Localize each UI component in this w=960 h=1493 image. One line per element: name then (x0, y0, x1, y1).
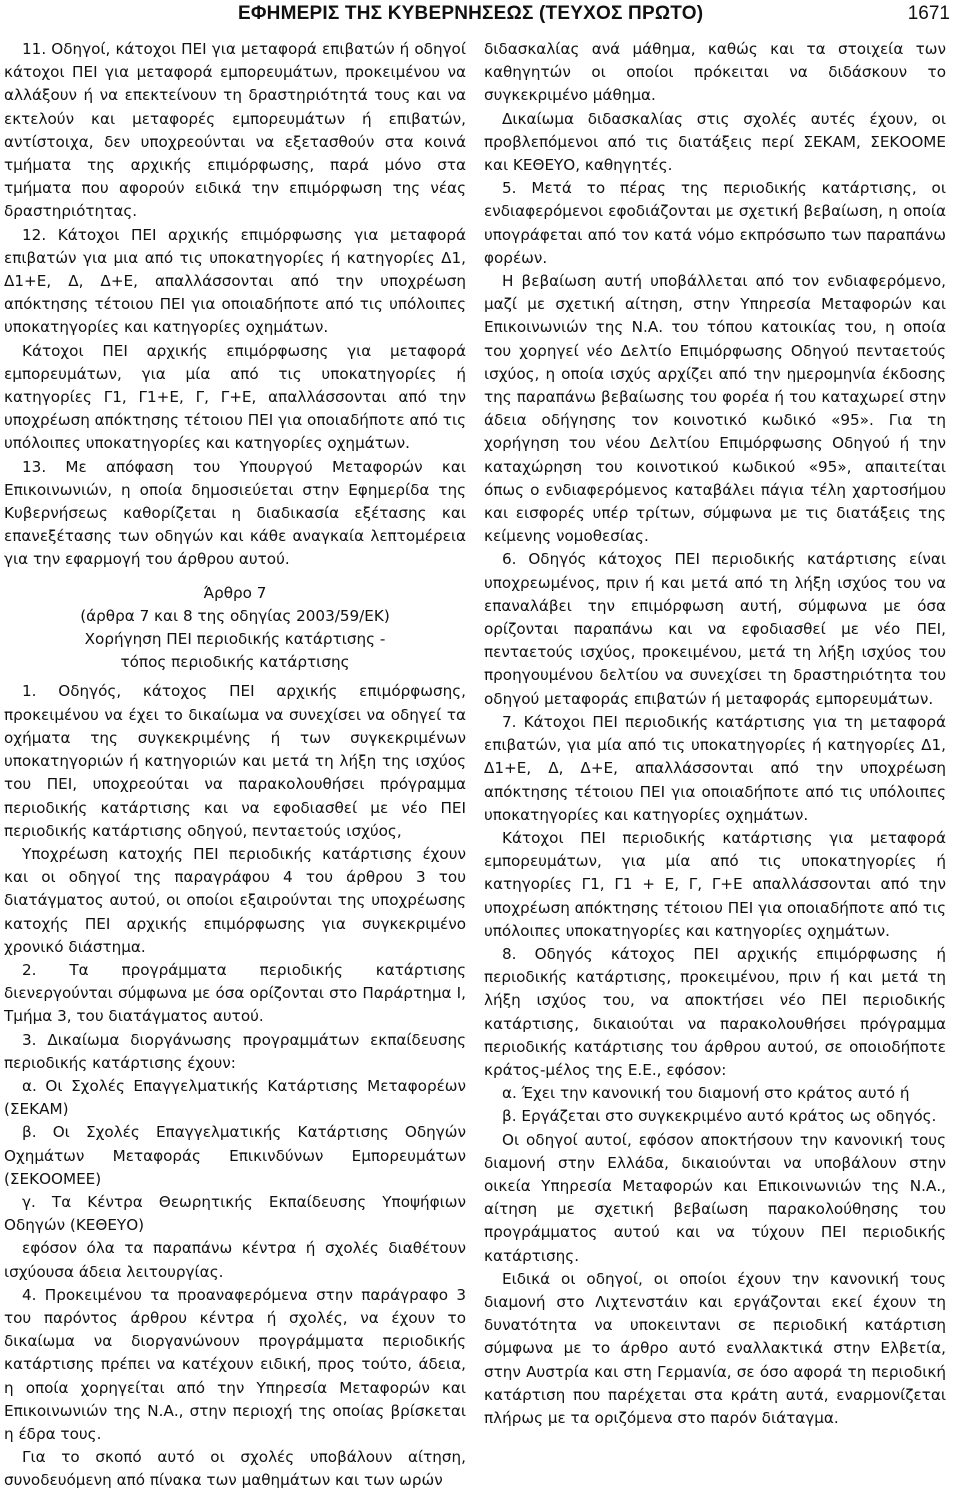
article-7-para-8b: β. Εργάζεται στο συγκεκριμένο αυτό κράτος ως οδηγός. (502, 1107, 937, 1126)
article-7-para-3a: α. Οι Σχολές Επαγγελματικής Κατάρτισης Μεταφορέων (ΣΕΚΑΜ) (4, 1076, 466, 1119)
paragraph-12: 12. Κάτοχοι ΠΕΙ αρχικής επιμόρφωσης για μεταφορά επιβατών για μια από τις υποκατηγορίες ή κατηγορίες Δ1, Δ1+Ε, Δ, Δ+Ε, απαλλάσσονται από την υποχρέωση απόκτησης τέτοιου ΠΕΙ για οποιαδήποτε από τις υπόλοιπες υποκατηγορίες και κατηγορίες οχημάτων. (4, 225, 466, 337)
article-7-para-8d: Ειδικά οι οδηγοί, οι οποίοι έχουν την κανονική τους διαμονή στο Λιχτενστάιν και εργάζονται εκεί έχουν τη δυνατότητα να υποκειντανι σε περιοδική κατάρτιση σύμφωνα με το άρθρο αυτό εναλλακτικά στην Ελβετία, στην Αυστρία και στη Γερμανία, σε όσο αφορά τη περιοδική κατάρτιση που παρέχεται στα κράτη αυτά, εναρμονίζεται πλήρως με τα οριζόμενα στο παρόν διάταγμα. (484, 1269, 946, 1427)
article-7-para-1: 1. Οδηγός, κάτοχος ΠΕΙ αρχικής επιμόρφωσης, προκειμένου να έχει το δικαίωμα να συνεχίσει να οδηγεί τα οχήματα της συγκεκριμένης ή των συγκεκριμένων υποκατηγοριών ή κατηγοριών και μετά τη λήξη της ισχύος του ΠΕΙ, υποχρεούται να παρακολουθήσει πρόγραμμα περιοδικής κατάρτισης και να εφοδιασθεί με νέο ΠΕΙ περιοδικής κατάρτισης οδηγού, πενταετούς ισχύος, (4, 682, 466, 840)
article-7-para-3c: γ. Τα Κέντρα Θεωρητικής Εκπαίδευσης Υποψήφιων Οδηγών (ΚΕΘΕΥΟ) (4, 1192, 466, 1235)
article-7-para-6: 6. Οδηγός κάτοχος ΠΕΙ περιοδικής κατάρτισης είναι υποχρεωμένος, πριν ή και μετά από τη λήξη ισχύος του να επαναλάβει την επιμόρφωση αυτή, σύμφωνα με όσα ορίζονται παραπάνω και να εφοδιασθεί με νέο ΠΕΙ, πενταετούς ισχύος, προκειμένου, μετά τη λήξη ισχύος του προηγουμένου δελτίου να συνεχίσει τη δραστηριότητα του οδηγού μεταφοράς επιβατών ή μεταφοράς εμπορευμάτων. (484, 550, 946, 708)
teaching-right-paragraph: Δικαίωμα διδασκαλίας στις σχολές αυτές έχουν, οι προβλεπόμενοι από τις διατάξεις περί ΣΕΚΑΜ, ΣΕΚΟΟΜΕ και ΚΕΘΕΥΟ, καθηγητές. (484, 109, 946, 175)
article-7-para-8a: α. Έχει την κανονική του διαμονή στο κράτος αυτό ή (502, 1084, 910, 1103)
article-7-para-7b: Κάτοχοι ΠΕΙ περιοδικής κατάρτισης για μεταφορά εμπορευμάτων, για μία από τις υποκατηγορίες ή κατηγορίες Γ1, Γ1 + Ε, Γ, Γ+Ε απαλλάσσονται από την υποχρέωση απόκτησης τέτοιου ΠΕΙ για οποιαδήποτε από τις υπόλοιπες υποκατηγορίες και κατηγορίες οχημάτων. (484, 828, 946, 940)
article-7-para-4: 4. Προκειμένου τα προαναφερόμενα στην παράγραφο 3 του παρόντος άρθρου κέντρα ή σχολές, να έχουν το δικαίωμα να διοργανώνουν προγράμματα περιοδικής κατάρτισης πρέπει να κατέχουν ειδική, προς τούτο, άδεια, η οποία χορηγείται από την Υπηρεσία Μεταφορών και Επικοινωνιών της Ν.Α., στην περιοχή της οποίας βρίσκεται η έδρα τους. (4, 1285, 466, 1443)
article-7-para-3: 3. Δικαίωμα διοργάνωσης προγραμμάτων εκπαίδευσης περιοδικής κατάρτισης έχουν: (4, 1030, 466, 1072)
article-7-para-4b: Για το σκοπό αυτό οι σχολές υποβάλουν αίτηση, συνοδευόμενη από πίνακα των μαθημάτων και των ωρών (4, 1448, 466, 1490)
article-reference: (άρθρα 7 και 8 της οδηγίας 2003/59/ΕΚ) (80, 606, 390, 625)
right-column (484, 38, 946, 1430)
gazette-title: ΕΦΗΜΕΡΙΣ ΤΗΣ ΚΥΒΕΡΝΗΣΕΩΣ (ΤΕΥΧΟΣ ΠΡΩΤΟ) (238, 3, 704, 24)
article-title: Άρθρο 7 (203, 583, 267, 602)
article-7-para-5: 5. Μετά το πέρας της περιοδικής κατάρτισης, οι ενδιαφερόμενοι εφοδιάζονται με σχετική βεβαίωση, η οποία υπογράφεται από τον κατά νόμο εκπρόσωπο των παραπάνω φορέων. (484, 179, 946, 267)
article-7-para-3b: β. Οι Σχολές Επαγγελματικής Κατάρτισης Οδηγών Οχημάτων Μεταφοράς Επικινδύνων Εμπορευμάτων (ΣΕΚΟΟΜΕΕ) (4, 1123, 466, 1188)
article-7-para-7: 7. Κάτοχοι ΠΕΙ περιοδικής κατάρτισης για τη μεταφορά επιβατών, για μία από τις υποκατηγορίες ή κατηγορίες Δ1, Δ1+Ε, Δ, Δ+Ε, απαλλάσσονται από την υποχρέωση απόκτησης τέτοιου ΠΕΙ για οποιαδήποτε από τις υπόλοιπες υποκατηγορίες και κατηγορίες οχημάτων. (484, 712, 946, 824)
article-7-para-5b: Η βεβαίωση αυτή υποβάλλεται από τον ενδιαφερόμενο, μαζί με σχετική αίτηση, στην Υπηρεσία Μεταφορών και Επικοινωνιών της Ν.Α. του τόπου κατοικίας του, η οποία του χορηγεί νέο Δελτίο Επιμόρφωσης Οδηγού πενταετούς ισχύος, η οποία ισχύς αρχίζει από την ημερομηνία έκδοσης της παραπάνω βεβαίωσης του φορέα ή του καταχωρεί στην άδεια οδήγησης τον κοινοτικό κωδικό «95». Για τη χορήγηση του νέου Δελτίου Επιμόρφωσης Οδηγού ή την καταχώρηση του κοινοτικού κωδικού «95», απαιτείται όπως ο ενδιαφερόμενος καταβάλει πάγια τέλη χαρτοσήμου και εισφορές υπέρ τρίτων, σύμφωνα με τις διατάξεις της κείμενης νομοθεσίας. (484, 272, 946, 546)
paragraph-13: 13. Με απόφαση του Υπουργού Μεταφορών και Επικοινωνιών, η οποία δημοσιεύεται στην Εφημερίδα της Κυβερνήσεως καθορίζεται η διαδικασία εξέτασης και επανεξέτασης των οδηγών και κάθε αναγκαία λεπτομέρεια για την εφαρμογή του άρθρου αυτού. (4, 457, 466, 569)
continued-paragraph: διδασκαλίας ανά μάθημα, καθώς και τα στοιχεία των καθηγητών οι οποίοι πρόκειται να διδάσκουν το συγκεκριμένο μάθημα. (484, 40, 946, 105)
article-7-para-3d: εφόσον όλα τα παραπάνω κέντρα ή σχολές διαθέτουν ισχύουσα άδεια λειτουργίας. (4, 1239, 466, 1281)
article-7-para-8c: Οι οδηγοί αυτοί, εφόσον αποκτήσουν την κανονική τους διαμονή στην Ελλάδα, δικαιούνται να υποβάλουν στην οικεία Υπηρεσία Μεταφορών και Επικοινωνιών της Ν.Α., αίτηση με σχετική βεβαίωση παρακολούθησης του προγράμματος αυτού και να τύχουν ΠΕΙ περιοδικής κατάρτισης. (484, 1130, 946, 1265)
article-subtitle-1: Χορήγηση ΠΕΙ περιοδικής κατάρτισης - (84, 630, 386, 649)
left-column (4, 38, 466, 1493)
article-7-para-1b: Υποχρέωση κατοχής ΠΕΙ περιοδικής κατάρτισης έχουν και οι οδηγοί της παραγράφου 4 του άρθρου 3 του διατάγματος αυτού, οι οποίοι εξαιρούνται της υποχρέωσης κατοχής ΠΕΙ αρχικής επιμόρφωσης για συγκεκριμένο χρονικό διάστημα. (4, 844, 466, 956)
article-7-para-2: 2. Τα προγράμματα περιοδικής κατάρτισης διενεργούνται σύμφωνα με όσα ορίζονται στο Παράρτημα Ι, Τμήμα 3, του διατάγματος αυτού. (4, 960, 466, 1026)
paragraph-11: 11. Οδηγοί, κάτοχοι ΠΕΙ για μεταφορά επιβατών ή οδηγοί κάτοχοι ΠΕΙ για μεταφορά εμπορευμάτων, προκειμένου να αλλάξουν ή να επεκτείνουν τη δραστηριότητά τους και να εκτελούν και μεταφορές εμπορευμάτων ή επιβατών, αντίστοιχα, δεν υποχρεούνται να εξετασθούν στα κοινά τμήματα της αρχικής επιμόρφωσης, παρά μόνο στα τμήματα που αφορούν ειδικά την επιμόρφωση της νέας δραστηριότητας. (4, 40, 466, 221)
page-number: 1671 (907, 3, 950, 24)
article-heading (4, 582, 466, 675)
article-7-para-8: 8. Οδηγός κάτοχος ΠΕΙ αρχικής επιμόρφωσης ή περιοδικής κατάρτισης, προκειμένου, πριν ή και μετά τη λήξη ισχύος του, να αποκτήσει νέο ΠΕΙ περιοδικής κατάρτισης, δικαιούται να παρακολουθήσει πρόγραμμα περιοδικής κατάρτισης του άρθρου αυτού, σε οποιοδήποτε κράτος-μέλος της Ε.Ε., εφόσον: (484, 944, 946, 1079)
paragraph-12b: Κάτοχοι ΠΕΙ αρχικής επιμόρφωσης για μεταφορά εμπορευμάτων, για μία από τις υποκατηγορίες ή κατηγορίες Γ1, Γ1+Ε, Γ, Γ+Ε, απαλλάσσονται από την υποχρέωση απόκτησης τέτοιου ΠΕΙ για οποιαδήποτε από τις υπόλοιπες υποκατηγορίες και κατηγορίες οχημάτων. (4, 341, 466, 453)
article-subtitle-2: τόπος περιοδικής κατάρτισης (120, 653, 350, 672)
page-header (0, 0, 960, 30)
